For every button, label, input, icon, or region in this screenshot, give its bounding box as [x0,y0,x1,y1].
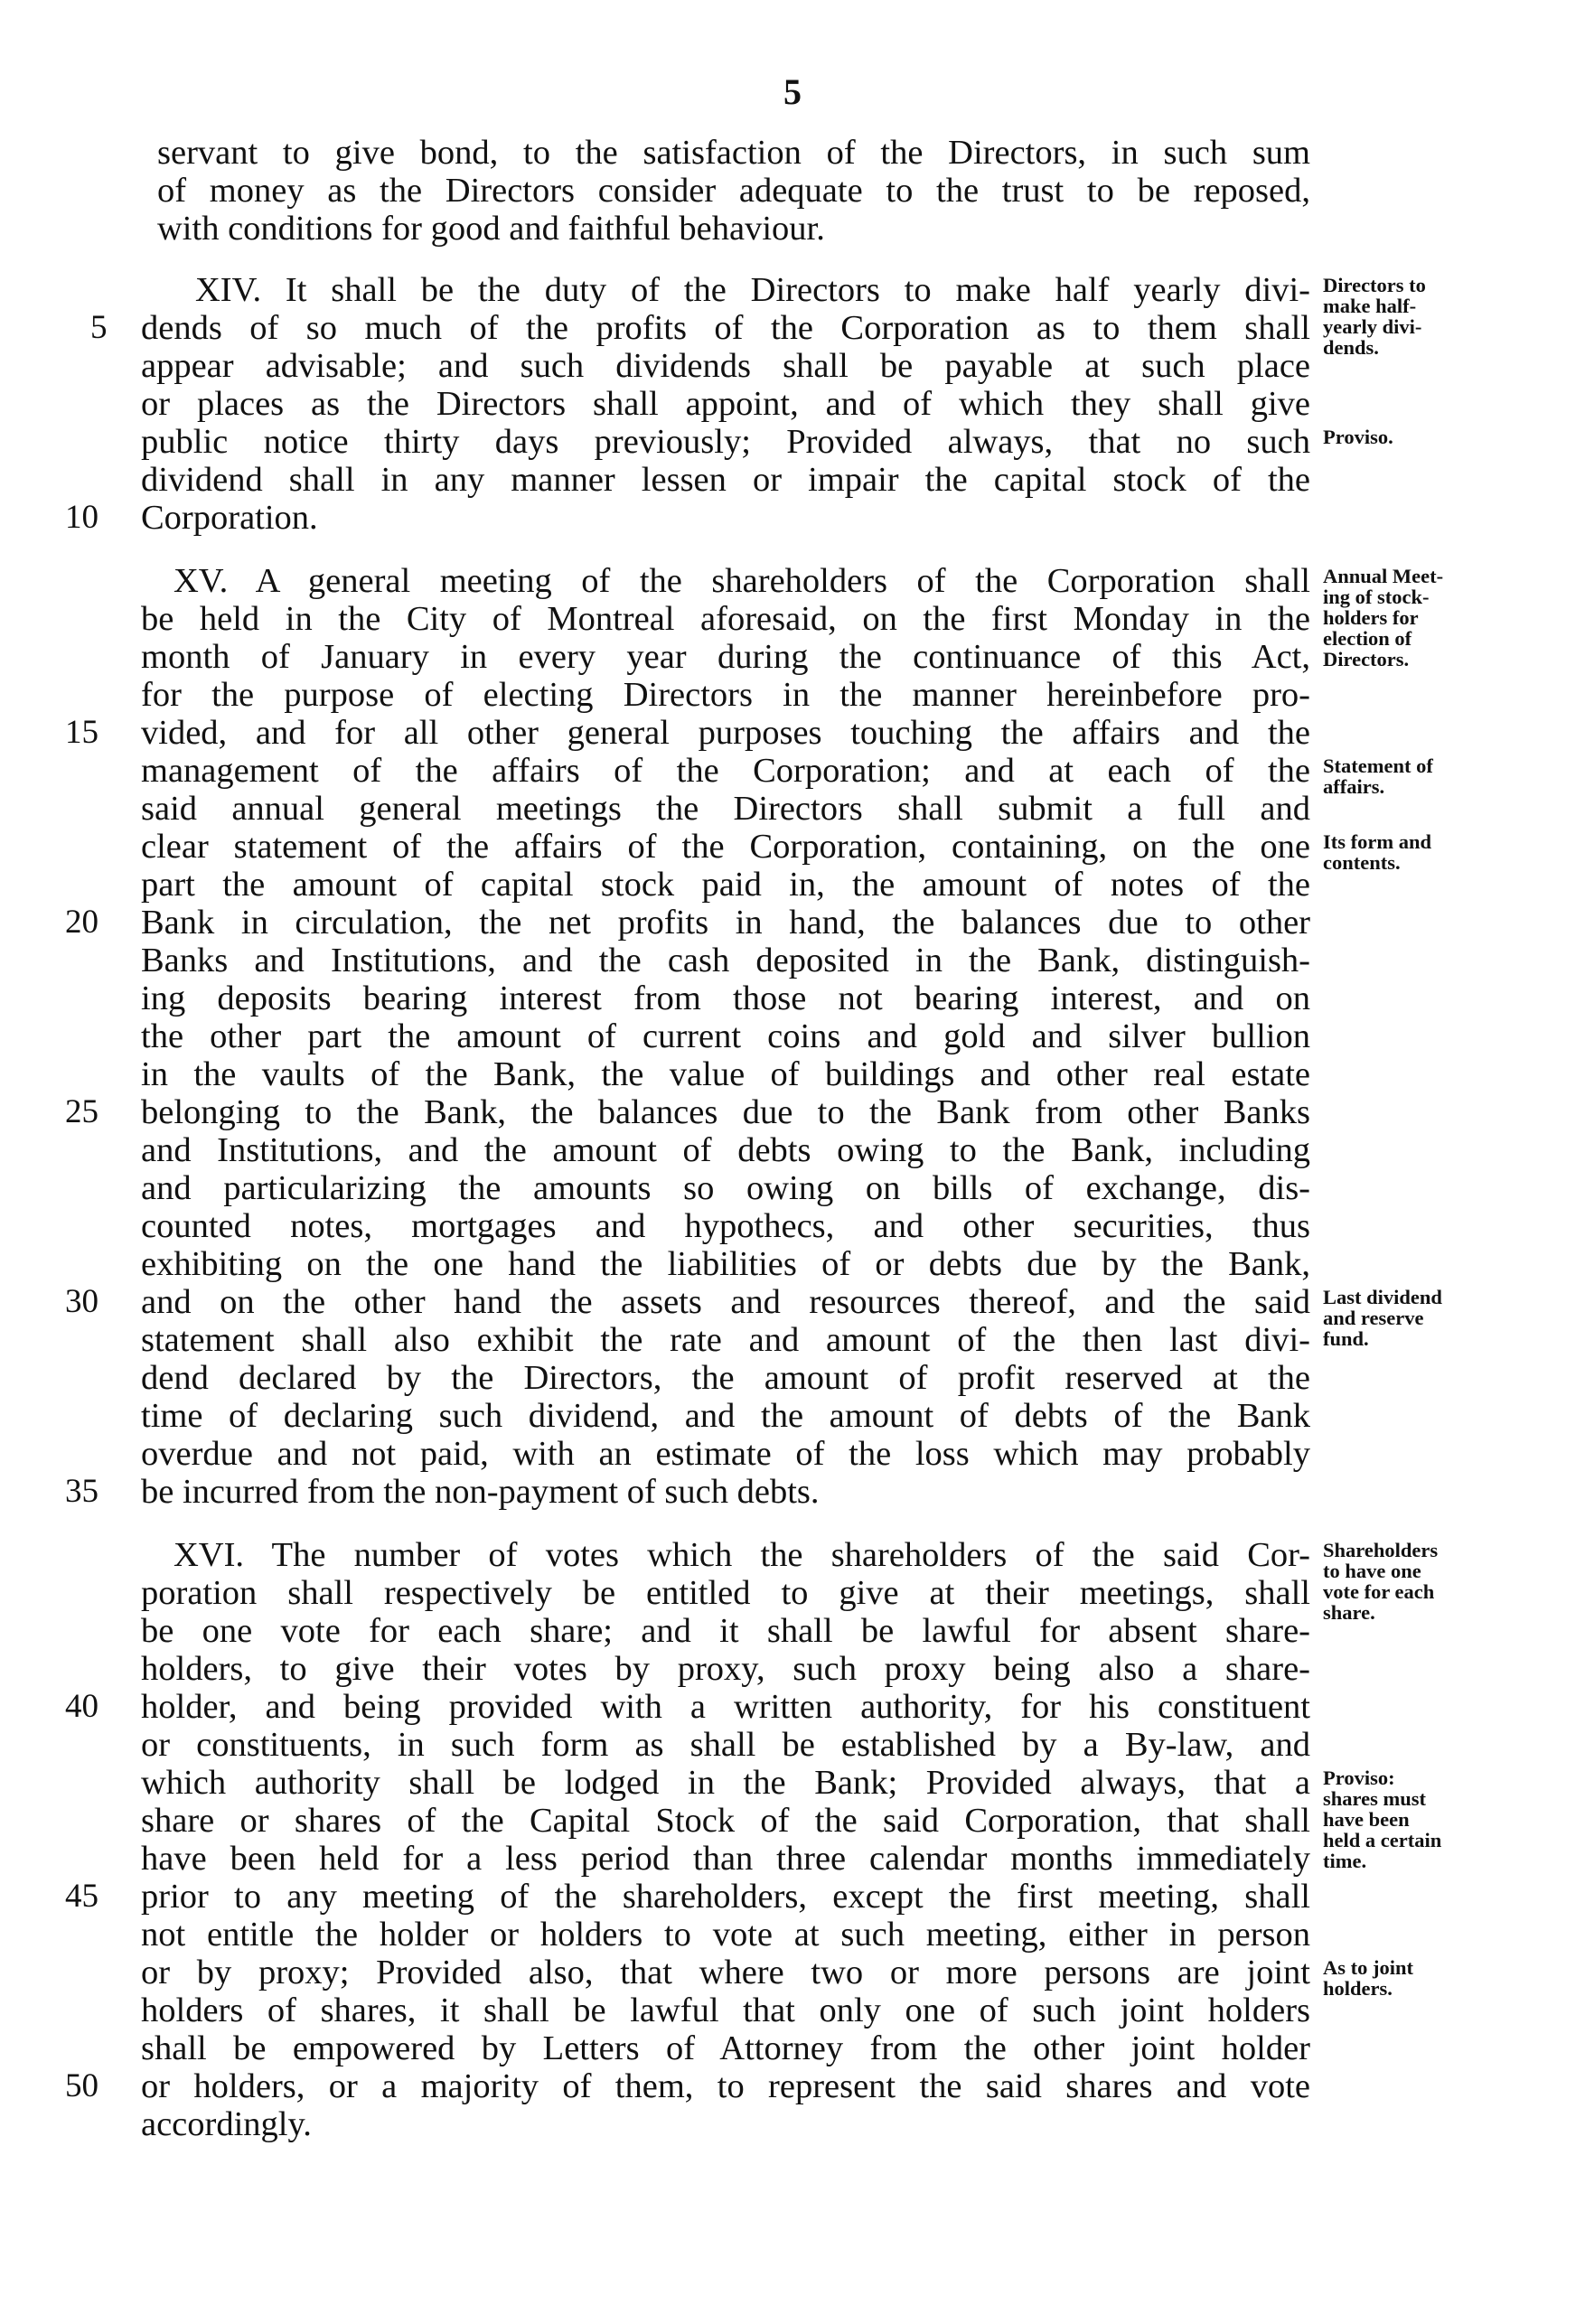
line-number: 35 [65,1473,98,1510]
margin-note: Statement of affairs. [1323,754,1433,798]
text-line: month of January in every year during the continuance of this Act, [141,638,1310,676]
line-number: 5 [90,309,108,346]
line-number: 20 [65,904,98,941]
text-line: Corporation. [141,499,318,537]
text-line: exhibiting on the one hand the liabilities of or debts due by the Bank, [141,1245,1310,1283]
text-line: or holders, or a majority of them, to represent the said shares and vote [141,2067,1310,2105]
margin-note: Proviso. [1323,426,1393,448]
text-line: vided, and for all other general purposes touching the affairs and the [141,714,1310,752]
text-line: holder, and being provided with a written authority, for his constituent [141,1688,1310,1726]
text-line: management of the affairs of the Corporation; and at each of the [141,752,1310,790]
text-line: holders of shares, it shall be lawful that only one of such joint holders [141,1991,1310,2029]
line-number: 25 [65,1093,98,1130]
text-line: have been held for a less period than three calendar months immediately [141,1840,1310,1878]
margin-note: Its form and contents. [1323,830,1432,874]
text-line: Bank in circulation, the net profits in hand, the balances due to other [141,904,1310,942]
text-line: share or shares of the Capital Stock of the said Corporation, that shall [141,1802,1310,1840]
line-number: 40 [65,1688,98,1725]
line-number: 45 [65,1878,98,1915]
margin-note: Shareholders to have one vote for each share. [1323,1539,1439,1624]
margin-note: Proviso: shares must have been held a certain time. [1323,1766,1442,1872]
text-line: accordingly. [141,2105,312,2143]
text-line: clear statement of the affairs of the Corporation, containing, on the one [141,828,1310,866]
text-line: be incurred from the non-payment of such debts. [141,1473,820,1511]
line-number: 30 [65,1283,98,1320]
line-number: 15 [65,714,98,751]
text-line: not entitle the holder or holders to vote at such meeting, either in person [141,1916,1310,1954]
text-line: XV. A general meeting of the shareholders of the Corporation shall [174,562,1310,600]
margin-note: Annual Meet- ing of stock- holders for election of Directors. [1323,565,1444,670]
text-line: appear advisable; and such dividends shall be payable at such place [141,347,1310,385]
text-line: statement shall also exhibit the rate and amount of the then last divi- [141,1321,1310,1359]
text-line: in the vaults of the Bank, the value of buildings and other real estate [141,1055,1310,1093]
text-line: which authority shall be lodged in the Bank; Provided always, that a [141,1764,1310,1802]
text-line: with conditions for good and faithful behaviour. [157,210,825,248]
text-line: servant to give bond, to the satisfaction of the Directors, in such sum [157,134,1310,172]
line-number: 50 [65,2067,98,2104]
text-line: counted notes, mortgages and hypothecs, and other securities, thus [141,1207,1310,1245]
margin-note: As to joint holders. [1323,1956,1413,2000]
text-line: XIV. It shall be the duty of the Directors to make half yearly divi- [195,271,1310,309]
margin-note: Directors to make half- yearly divi- dends. [1323,274,1426,359]
text-line: or by proxy; Provided also, that where two or more persons are joint [141,1954,1310,1991]
text-line: poration shall respectively be entitled to give at their meetings, shall [141,1574,1310,1612]
text-line: be held in the City of Montreal aforesaid, on the first Monday in the [141,600,1310,638]
text-line: shall be empowered by Letters of Attorney from the other joint holder [141,2029,1310,2067]
text-line: and particularizing the amounts so owing on bills of exchange, dis- [141,1169,1310,1207]
text-line: be one vote for each share; and it shall be lawful for absent share- [141,1612,1310,1650]
text-line: belonging to the Bank, the balances due to the Bank from other Banks [141,1093,1310,1131]
page-number: 5 [783,71,802,112]
margin-note: Last dividend and reserve fund. [1323,1286,1442,1350]
text-line: dend declared by the Directors, the amount of profit reserved at the [141,1359,1310,1397]
text-line: dends of so much of the profits of the Corporation as to them shall [141,309,1310,347]
text-line: and Institutions, and the amount of debts owing to the Bank, including [141,1131,1310,1169]
text-line: public notice thirty days previously; Provided always, that no such [141,423,1310,461]
text-line: XVI. The number of votes which the shareholders of the said Cor- [174,1536,1310,1574]
text-line: or constituents, in such form as shall be established by a By-law, and [141,1726,1310,1764]
text-line: ing deposits bearing interest from those not bearing interest, and on [141,979,1310,1017]
text-line: Banks and Institutions, and the cash deposited in the Bank, distinguish- [141,942,1310,979]
text-line: the other part the amount of current coins and gold and silver bullion [141,1017,1310,1055]
text-line: part the amount of capital stock paid in, the amount of notes of the [141,866,1310,904]
text-line: dividend shall in any manner lessen or impair the capital stock of the [141,461,1310,499]
text-line: time of declaring such dividend, and the amount of debts of the Bank [141,1397,1310,1435]
text-line: or places as the Directors shall appoint, and of which they shall give [141,385,1310,423]
text-line: for the purpose of electing Directors in the manner hereinbefore pro- [141,676,1310,714]
text-line: overdue and not paid, with an estimate of the loss which may probably [141,1435,1310,1473]
line-number: 10 [65,499,98,536]
text-line: and on the other hand the assets and resources thereof, and the said [141,1283,1310,1321]
text-line: said annual general meetings the Directors shall submit a full and [141,790,1310,828]
text-line: prior to any meeting of the shareholders, except the first meeting, shall [141,1878,1310,1916]
text-line: of money as the Directors consider adequate to the trust to be reposed, [157,172,1310,210]
text-line: holders, to give their votes by proxy, such proxy being also a share- [141,1650,1310,1688]
